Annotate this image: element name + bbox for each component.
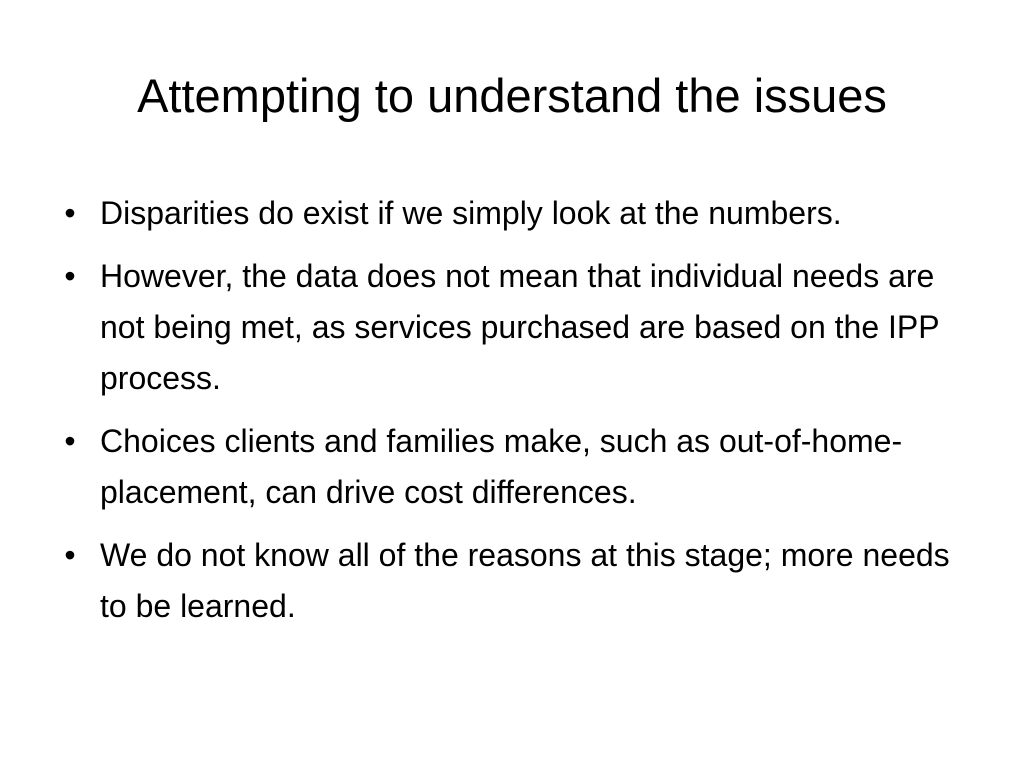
bullet-text: However, the data does not mean that individual needs are not being met, as services purchased are based on the IPP process. — [100, 258, 940, 396]
bullet-item — [60, 530, 960, 632]
bullet-text: Choices clients and families make, such as out-of-home-placement, can drive cost differences. — [100, 423, 903, 510]
slide-title: Attempting to understand the issues — [137, 69, 887, 122]
bullet-icon: • — [64, 537, 76, 573]
bullet-item — [60, 416, 960, 518]
bullet-icon: • — [64, 195, 76, 231]
bullet-item — [60, 251, 960, 404]
bullet-item — [60, 188, 960, 239]
bullet-list — [60, 188, 960, 644]
bullet-icon: • — [64, 258, 76, 294]
bullet-text: Disparities do exist if we simply look at the numbers. — [100, 195, 842, 231]
bullet-text: We do not know all of the reasons at this stage; more needs to be learned. — [100, 537, 950, 624]
bullet-icon: • — [64, 423, 76, 459]
